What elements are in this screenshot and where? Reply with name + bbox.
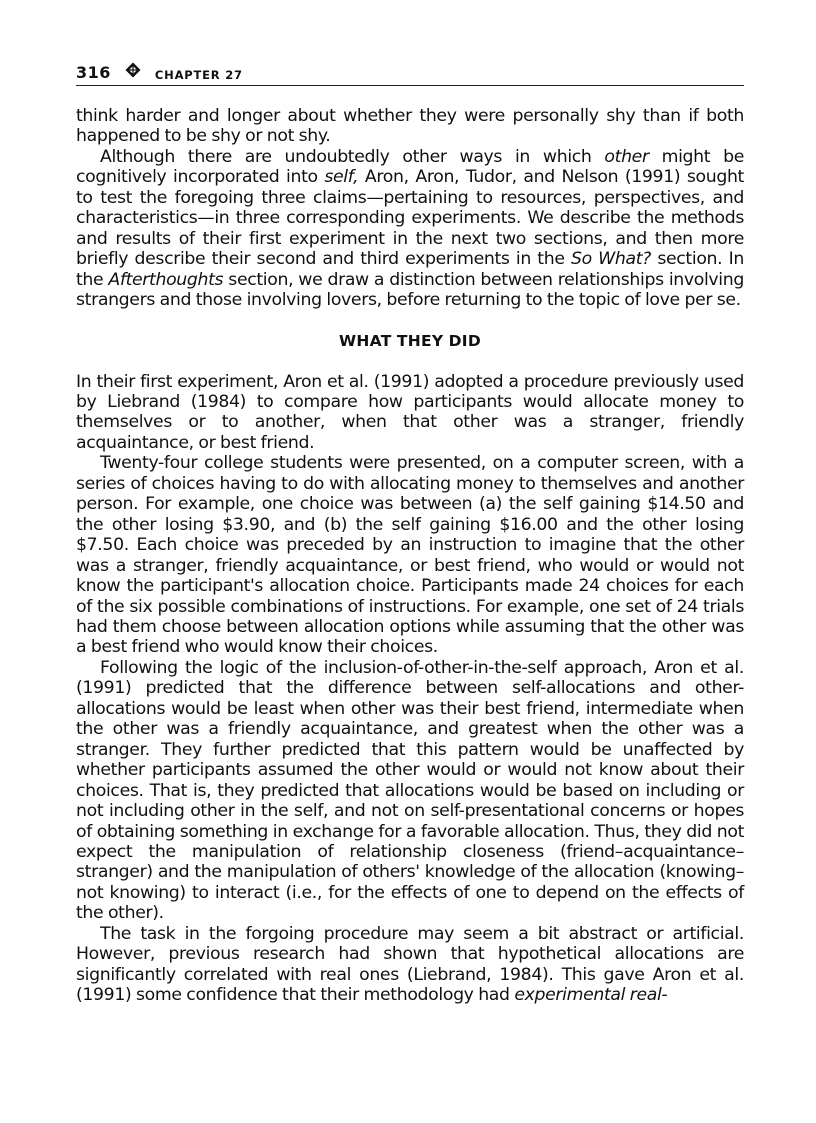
page-number: 316 xyxy=(76,63,111,82)
page-body xyxy=(76,106,744,1006)
paragraph-other-in-self: Although there are undoubtedly other ways in which other might be cognitively incorporated into self, Aron, Aron, Tudor, and Nelson (1991) sought to test the foregoing three claims—pertaining to resources, perspectives, and characteristics—in three corresponding experiments. We describe the methods and results of their first experiment in the next two sections, and then more briefly describe their second and third experiments in the So What? section. In the Afterthoughts section, we draw a distinction between relationships involving strangers and those involving lovers, before returning to the topic of love per se. xyxy=(76,146,744,311)
paragraph-first-experiment: In their first experiment, Aron et al. (1991) adopted a procedure previously used by Liebrand (1984) to compare how participants would allocate money to themselves or to another, when that other was a stranger, friendly acquaintance, or best friend. xyxy=(76,371,744,453)
diamond-ornament-icon xyxy=(125,62,141,82)
paragraph-prediction: Following the logic of the inclusion-of-other-in-the-self approach, Aron et al. (1991) predicted that the difference between self-allocations and other-allocations would be least when other was their best friend, intermediate when the other was a friendly acquaintance, and greatest when the other was a stranger. They further predicted that this pattern would be unaffected by whether participants assumed the other would or would not know about their choices. That is, they predicted that allocations would be based on including or not including other in the self, and not on self-presentational concerns or hopes of obtaining something in exchange for a favorable allocation. Thus, they did not expect the manipulation of relationship closeness (friend–acquaintance–stranger) and the manipulation of others' knowledge of the allocation (knowing–not knowing) to interact (i.e., for the effects of one to depend on the effects of the other). xyxy=(76,657,744,924)
paragraph-procedure: Twenty-four college students were presented, on a computer screen, with a series of choices having to do with allocating money to themselves and another person. For example, one choice was between (a) the self gaining $14.50 and the other losing $3.90, and (b) the self gaining $16.00 and the other losing $7.50. Each choice was preceded by an instruction to imagine that the other was a stranger, friendly acquaintance, or best friend, who would or would not know the participant's allocation choice. Participants made 24 choices for each of the six possible combinations of instructions. For example, one set of 24 trials had them choose between allocation options while assuming that the other was a best friend who would know their choices. xyxy=(76,453,744,658)
paragraph-task: The task in the forgoing procedure may seem a bit abstract or artificial. However, previous research had shown that hypothetical allocations are significantly correlated with real ones (Liebrand, 1984). This gave Aron et al. (1991) some confidence that their methodology had experimental real- xyxy=(76,923,744,1006)
running-header xyxy=(76,58,744,86)
paragraph-continued: think harder and longer about whether they were personally shy than if both happened to be shy or not shy. xyxy=(76,106,744,147)
section-heading: WHAT THEY DID xyxy=(339,331,481,350)
chapter-label: CHAPTER 27 xyxy=(154,68,243,82)
